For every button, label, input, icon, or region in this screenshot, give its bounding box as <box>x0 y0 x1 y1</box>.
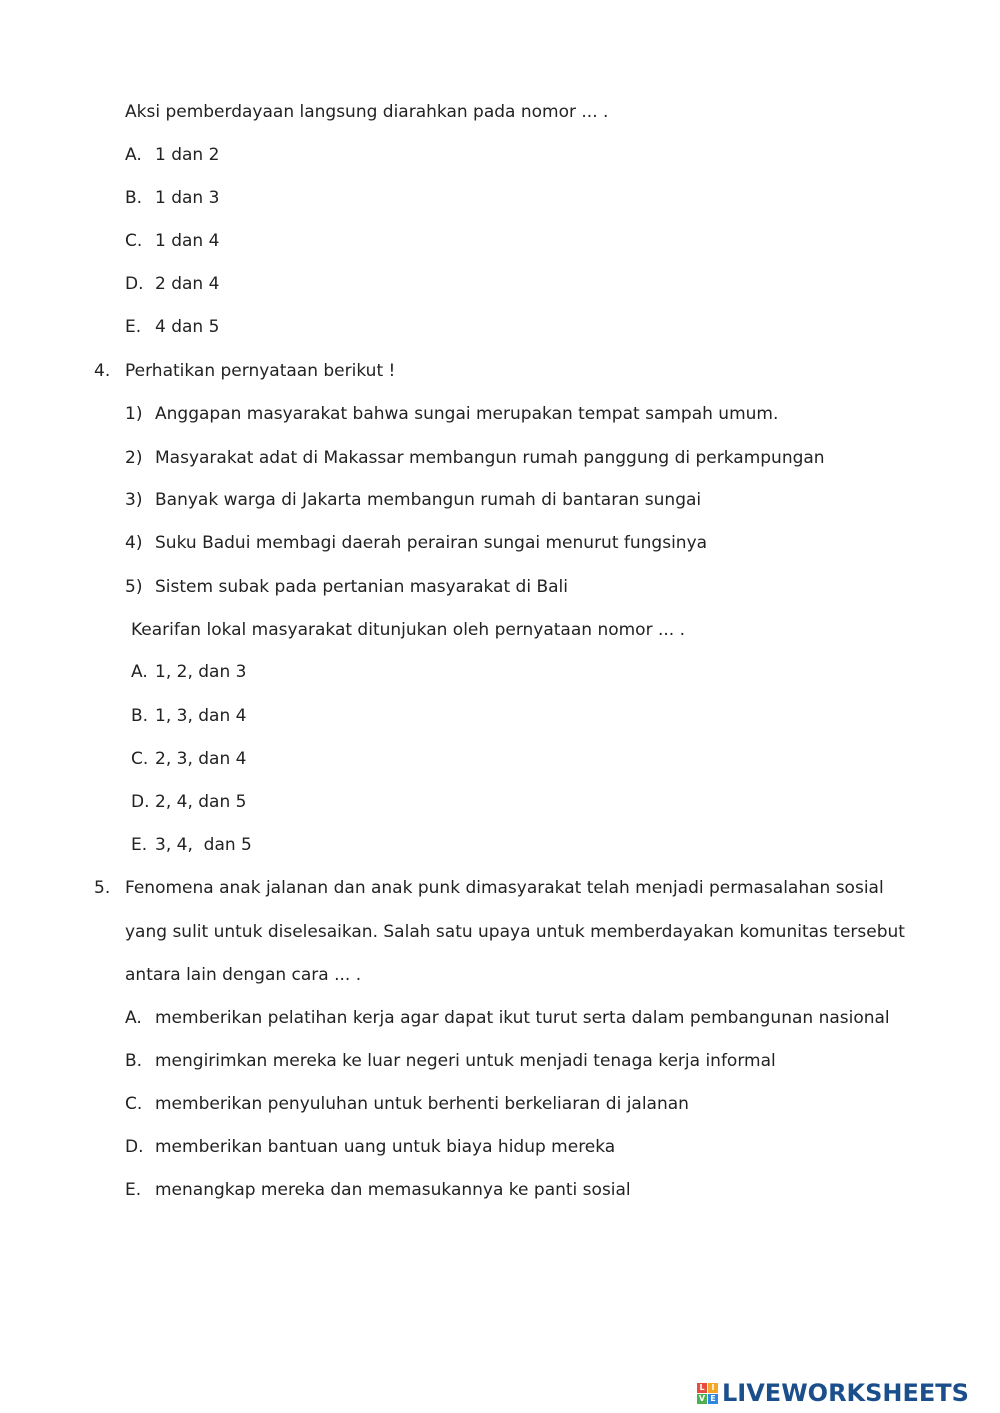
option-label: B. <box>125 188 143 208</box>
statement-label: 4) <box>125 533 143 553</box>
q3-option-d[interactable] <box>125 273 219 295</box>
option-text: 2, 3, dan 4 <box>155 749 247 769</box>
option-text: mengirimkan mereka ke luar negeri untuk menjadi tenaga kerja informal <box>155 1051 776 1071</box>
option-label: A. <box>131 662 148 682</box>
option-text: 1 dan 4 <box>155 231 220 251</box>
option-label: A. <box>125 1008 142 1028</box>
question-number: 5. <box>94 878 111 898</box>
option-text: memberikan penyuluhan untuk berhenti berkeliaran di jalanan <box>155 1094 689 1114</box>
q3-option-b[interactable] <box>125 187 219 209</box>
option-label: C. <box>131 749 149 769</box>
q4-statement-3 <box>125 489 701 511</box>
q4-question <box>94 360 395 382</box>
statement-label: 2) <box>125 448 143 468</box>
q3-option-c[interactable] <box>125 230 219 252</box>
option-label: C. <box>125 1094 143 1114</box>
option-text: 1 dan 2 <box>155 145 220 165</box>
option-text: 1 dan 3 <box>155 188 220 208</box>
option-text: 4 dan 5 <box>155 317 220 337</box>
statement-text: Banyak warga di Jakarta membangun rumah di bantaran sungai <box>155 490 702 510</box>
statement-text: Suku Badui membagi daerah perairan sungai menurut fungsinya <box>155 533 708 553</box>
q5-option-d[interactable] <box>125 1136 615 1158</box>
q5-option-b[interactable] <box>125 1050 776 1072</box>
question-stem-line: yang sulit untuk diselesaikan. Salah satu upaya untuk memberdayakan komunitas tersebut <box>125 922 905 942</box>
q4-statement-5 <box>125 576 568 598</box>
q3-option-a[interactable] <box>125 144 219 166</box>
q4-option-d[interactable] <box>131 791 246 813</box>
option-label: D. <box>131 792 150 812</box>
q4-statement-1 <box>125 403 778 425</box>
option-text: menangkap mereka dan memasukannya ke panti sosial <box>155 1180 631 1200</box>
q5-question <box>94 877 884 899</box>
question-stem-line: antara lain dengan cara ... . <box>125 965 362 985</box>
statement-text: Anggapan masyarakat bahwa sungai merupakan tempat sampah umum. <box>155 404 779 424</box>
statement-label: 3) <box>125 490 143 510</box>
logo-letter-e: E <box>708 1394 718 1404</box>
option-text: 3, 4, dan 5 <box>155 835 252 855</box>
q4-option-b[interactable] <box>131 705 246 727</box>
question-stem-line: Fenomena anak jalanan dan anak punk dimasyarakat telah menjadi permasalahan sosial <box>125 878 884 898</box>
option-label: E. <box>125 1180 142 1200</box>
option-label: A. <box>125 145 142 165</box>
option-text: 2 dan 4 <box>155 274 220 294</box>
q5-option-e[interactable] <box>125 1179 631 1201</box>
q4-option-e[interactable] <box>131 834 252 856</box>
option-text: 1, 2, dan 3 <box>155 662 247 682</box>
q4-option-a[interactable] <box>131 661 246 683</box>
statement-label: 1) <box>125 404 143 424</box>
q4-question-text: Kearifan lokal masyarakat ditunjukan oleh pernyataan nomor ... . <box>131 620 685 640</box>
option-label: B. <box>131 706 149 726</box>
q4-option-c[interactable] <box>131 748 246 770</box>
logo-letter-l: L <box>697 1383 707 1393</box>
option-label: B. <box>125 1051 143 1071</box>
option-label: D. <box>125 274 144 294</box>
option-label: E. <box>125 317 142 337</box>
option-label: E. <box>131 835 148 855</box>
logo-text: LIVEWORKSHEETS <box>722 1379 969 1407</box>
statement-text: Masyarakat adat di Makassar membangun rumah panggung di perkampungan <box>155 448 825 468</box>
liveworksheets-logo <box>697 1378 969 1408</box>
option-text: memberikan bantuan uang untuk biaya hidup mereka <box>155 1137 616 1157</box>
question-stem: Perhatikan pernyataan berikut ! <box>125 361 396 381</box>
option-text: 1, 3, dan 4 <box>155 706 247 726</box>
q4-statement-2 <box>125 447 825 469</box>
question-number: 4. <box>94 361 111 381</box>
q5-option-a[interactable] <box>125 1007 890 1029</box>
option-label: C. <box>125 231 143 251</box>
option-text: memberikan pelatihan kerja agar dapat ikut turut serta dalam pembangunan nasional <box>155 1008 890 1028</box>
statement-label: 5) <box>125 577 143 597</box>
logo-letter-i: I <box>708 1383 718 1393</box>
logo-letter-v: V <box>698 1393 706 1403</box>
logo-mark-icon <box>697 1383 718 1404</box>
statement-text: Sistem subak pada pertanian masyarakat di Bali <box>155 577 568 597</box>
q4-statement-4 <box>125 532 707 554</box>
option-text: 2, 4, dan 5 <box>155 792 247 812</box>
q3-option-e[interactable] <box>125 316 219 338</box>
q5-option-c[interactable] <box>125 1093 689 1115</box>
option-label: D. <box>125 1137 144 1157</box>
q3-question-text: Aksi pemberdayaan langsung diarahkan pada nomor ... . <box>125 102 609 122</box>
